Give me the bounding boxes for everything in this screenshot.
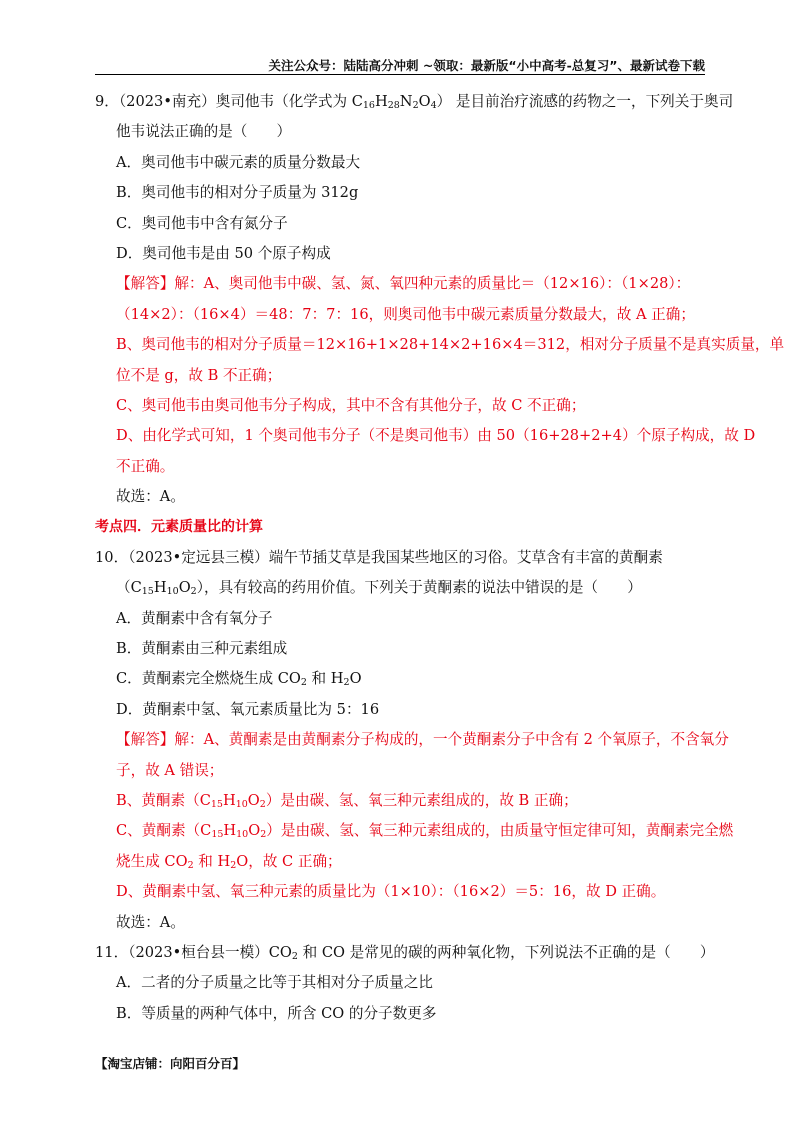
q10-answer-line-4: C、黄酮素$(C_{15}H_{10}O_2)$是由碳、氢、氧三种元素组成的，由质量守恒定律可知，黄酮素完全燃 — [116, 822, 734, 841]
q11-option-b: B．等质量的两种气体中，所含 CO 的分子数更多 — [116, 1004, 437, 1022]
q10-answer-line-6: D、黄酮素中氢、氧三种元素的质量比为（1×10）：（16×2）＝5：16，故 D 正确。 — [116, 883, 666, 901]
q10-answer-line-5: 烧生成 $CO_2$ 和 $H_2O$，故 C 正确； — [116, 852, 342, 871]
question-11-line-1: 11．（2023•桓台县一模）$CO_2$ 和 CO 是常见的碳的两种氧化物，下列说法不正确的是（ ） — [95, 943, 715, 962]
section-heading: 考点四．元素质量比的计算 — [95, 519, 263, 536]
q9-answer-line-3: B、奥司他韦的相对分子质量＝12×16+1×28+14×2+16×4＝312，相对分子质量不是真实质量，单 — [116, 336, 785, 354]
q10-option-d: D．黄酮素中氢、氧元素质量比为 5：16 — [116, 700, 380, 718]
q10-option-a: A．黄酮素中含有氧分子 — [116, 609, 273, 627]
question-10-line-1: 10．（2023•定远县三模）端午节插艾草是我国某些地区的习俗。艾草含有丰富的黄酮素 — [95, 548, 663, 566]
q10-answer-line-2: 子，故 A 错误； — [116, 761, 224, 779]
q9-answer-line-4: 位不是 g，故 B 不正确； — [116, 366, 282, 384]
q9-answer-line-5: C、奥司他韦由奥司他韦分子构成，其中不含有其他分子，故 C 不正确； — [116, 396, 586, 414]
q10-answer-line-1: 【解答】解：A、黄酮素是由黄酮素分子构成的，一个黄酮素分子中含有 2 个氧原子，不含氧分 — [116, 731, 729, 749]
q11-option-a: A．二者的分子质量之比等于其相对分子质量之比 — [116, 974, 434, 992]
q9-option-b: B．奥司他韦的相对分子质量为 312g — [116, 184, 359, 202]
q10-answer-line-3: B、黄酮素$(C_{15}H_{10}O_2)$是由碳、氢、氧三种元素组成的，故 B 正确； — [116, 791, 578, 810]
content — [95, 92, 785, 1034]
q9-option-a: A．奥司他韦中碳元素的质量分数最大 — [116, 153, 361, 171]
q9-answer-line-7: 不正确。 — [116, 457, 175, 475]
q9-answer-line-1: 【解答】解：A、奥司他韦中碳、氢、氮、氧四种元素的质量比＝（12×16）：（1×28）： — [116, 275, 691, 293]
q10-option-b: B．黄酮素由三种元素组成 — [116, 640, 288, 658]
q10-choice: 故选：A。 — [116, 913, 185, 931]
page-footer: 【淘宝店铺：向阳百分百】 — [95, 1056, 246, 1071]
q9-answer-line-6: D、由化学式可知，1 个奥司他韦分子（不是奥司他韦）由 50（16+28+2+4）个原子构成，故 D — [116, 427, 756, 445]
q9-answer-line-2: （14×2）：（16×4）＝48：7：7：16，则奥司他韦中碳元素质量分数最大，故 A 正确； — [116, 305, 695, 323]
question-10-line-2: $(C_{15}H_{10}O_2)$，具有较高的药用价值。下列关于黄酮素的说法中错误的是（ ） — [116, 579, 642, 598]
header-rule — [95, 74, 705, 75]
question-9-line-2: 他韦说法正确的是（ ） — [116, 123, 292, 141]
q9-option-c: C．奥司他韦中含有氮分子 — [116, 214, 288, 232]
question-9-line-1: 9．（2023•南充）奥司他韦（化学式为 $C_{16}H_{28}N_2O_4$） 是目前治疗流感的药物之一，下列关于奥司 — [95, 93, 734, 111]
q10-option-c: C．黄酮素完全燃烧生成 $CO_2$ 和 $H_2O$ — [116, 670, 362, 689]
page-header: 关注公众号：陆陆高分冲刺 ~领取：最新版“小中高考-总复习”、最新试卷下载 — [268, 58, 705, 73]
q9-choice: 故选：A。 — [116, 488, 185, 506]
q9-option-d: D．奥司他韦是由 50 个原子构成 — [116, 244, 331, 262]
